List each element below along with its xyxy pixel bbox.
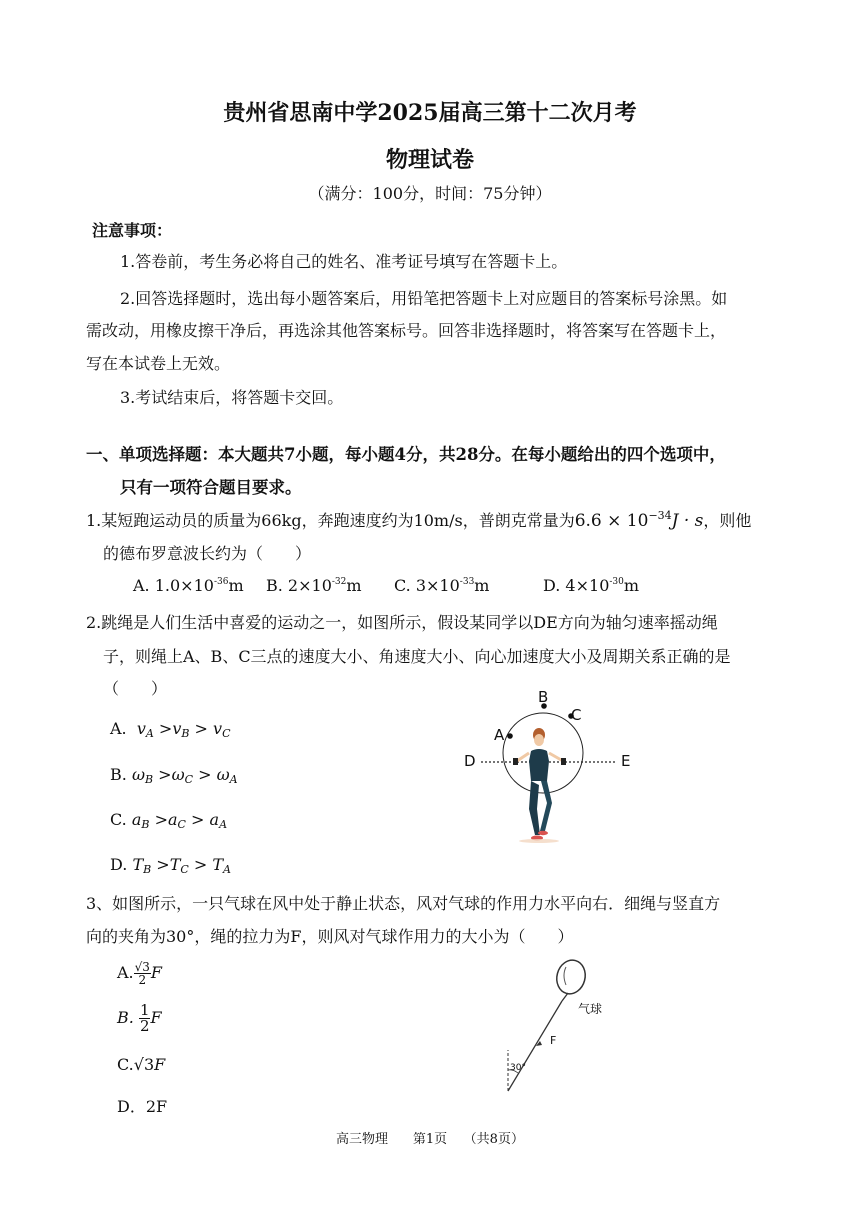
q1-stem-text-b: ，则他 bbox=[703, 511, 752, 530]
q1-option-a-exp: -36 bbox=[213, 577, 229, 587]
q1-option-a-text: A. 1.0×10 bbox=[133, 576, 214, 595]
q2-option-d-label: D. bbox=[110, 855, 128, 874]
q2-option-b: B. ωB >ωC > ωA bbox=[110, 765, 238, 786]
q1-option-d-exp: -30 bbox=[609, 577, 624, 587]
fig-label-a: A bbox=[494, 726, 505, 744]
balloon-shape bbox=[553, 957, 589, 997]
q2-option-c-label: C. bbox=[110, 810, 127, 829]
q2-option-d: D. TB >TC > TA bbox=[110, 855, 231, 876]
q3-option-a: A. $\frac{√3}{2}$ F bbox=[117, 960, 163, 987]
q1-planck-value: 6.6 × 10 bbox=[574, 511, 649, 531]
footer-subject: 高三物理 bbox=[336, 1132, 389, 1147]
q1-planck-exponent: −34 bbox=[648, 509, 672, 522]
q3-stem-line1: 3、如图所示，一只气球在风中处于静止状态，风对气球的作用力水平向右．细绳与竖直方 bbox=[86, 894, 721, 913]
q2-stem-line3: （ ） bbox=[103, 679, 168, 698]
q1-option-c-exp: -33 bbox=[459, 577, 475, 587]
balloon-figure bbox=[500, 955, 620, 1095]
notice-item-2-line2: 需改动，用橡皮擦干净后，再选涂其他答案标号。回答非选择题时，将答案写在答题卡上， bbox=[86, 321, 727, 340]
jump-rope-figure bbox=[455, 685, 645, 845]
q3-stem-line2: 向的夹角为30°，绳的拉力为F，则风对气球作用力的大小为（ ） bbox=[86, 927, 574, 946]
section1-heading-line1: 一、单项选择题：本大题共7小题，每小题4分，共28分。在每小题给出的四个选项中， bbox=[86, 445, 726, 464]
q2-stem-line2: 子，则绳上A、B、C三点的速度大小、角速度大小、向心加速度大小及周期关系正确的是 bbox=[103, 647, 731, 666]
q3-option-b: B. $\frac{1}{2}$ F bbox=[117, 1001, 162, 1035]
fig-label-d: D bbox=[464, 752, 476, 770]
q3-option-b-label: B. bbox=[117, 1008, 134, 1027]
q1-stem-line2: 的德布罗意波长约为（ ） bbox=[103, 544, 312, 563]
exam-subject: 物理试卷 bbox=[385, 147, 474, 173]
balloon-highlight bbox=[564, 967, 566, 985]
q3-option-c: C.√3F bbox=[117, 1055, 166, 1074]
exam-title: 贵州省思南中学2025届高三第十二次月考 bbox=[223, 100, 637, 126]
q1-option-c-text: C. 3×10 bbox=[394, 576, 460, 595]
fig-label-e: E bbox=[621, 752, 631, 770]
q1-option-b bbox=[266, 576, 362, 595]
fig-label-c: C bbox=[571, 706, 582, 724]
q3-option-d: D．2F bbox=[117, 1097, 168, 1116]
q2-stem-line1: 2.跳绳是人们生活中喜爱的运动之一，如图所示，假设某同学以DE方向为轴匀速率摇动绳 bbox=[86, 613, 718, 632]
notice-item-2-line1: 2.回答选择题时，选出每小题答案后，用铅笔把答题卡上对应题目的答案标号涂黑。如 bbox=[120, 289, 728, 308]
fig-label-b: B bbox=[538, 688, 549, 706]
notice-item-3: 3.考试结束后，将答题卡交回。 bbox=[120, 388, 344, 407]
fig-force-label: F bbox=[550, 1034, 557, 1047]
q1-planck-unit: J · s bbox=[671, 511, 704, 531]
q1-option-c-unit: m bbox=[474, 576, 490, 595]
q1-option-d-text: D. 4×10 bbox=[543, 576, 610, 595]
q1-option-a bbox=[133, 576, 244, 595]
q2-option-c: C. aB >aC > aA bbox=[110, 810, 228, 831]
fig-angle-label: 30° bbox=[510, 1063, 526, 1073]
balloon-knot bbox=[562, 993, 568, 1001]
footer-page: 第1页 bbox=[412, 1132, 448, 1147]
q2-option-a-label: A. bbox=[110, 719, 127, 738]
q3-option-c-label: C. bbox=[117, 1055, 134, 1074]
fig-balloon-label: 气球 bbox=[578, 1002, 603, 1016]
q1-stem-line1 bbox=[86, 508, 751, 531]
notice-item-1: 1.答卷前，考生务必将自己的姓名、准考证号填写在答题卡上。 bbox=[120, 252, 568, 271]
q1-option-d bbox=[543, 576, 639, 595]
point-a bbox=[507, 733, 513, 739]
q1-option-c bbox=[394, 576, 489, 595]
notice-item-2-line3: 写在本试卷上无效。 bbox=[86, 354, 231, 373]
q1-stem-text-a: 1.某短跑运动员的质量为66kg，奔跑速度约为10m/s，普朗克常量为 bbox=[86, 511, 575, 530]
page-footer bbox=[0, 1128, 860, 1147]
person-figure bbox=[513, 728, 566, 843]
q2-option-a: A. vA >vB > vC bbox=[110, 719, 231, 740]
q2-option-b-label: B. bbox=[110, 765, 127, 784]
q3-option-a-label: A. bbox=[117, 963, 134, 982]
exam-info: （满分：100分，时间：75分钟） bbox=[308, 184, 552, 203]
notice-heading: 注意事项： bbox=[92, 221, 173, 240]
section1-heading-line2: 只有一项符合题目要求。 bbox=[120, 478, 302, 497]
q1-option-b-text: B. 2×10 bbox=[266, 576, 332, 595]
q1-option-b-unit: m bbox=[346, 576, 362, 595]
q1-option-d-unit: m bbox=[623, 576, 640, 595]
q1-option-b-exp: -32 bbox=[331, 577, 347, 587]
q1-option-a-unit: m bbox=[228, 576, 244, 595]
footer-total: （共8页） bbox=[463, 1132, 524, 1147]
